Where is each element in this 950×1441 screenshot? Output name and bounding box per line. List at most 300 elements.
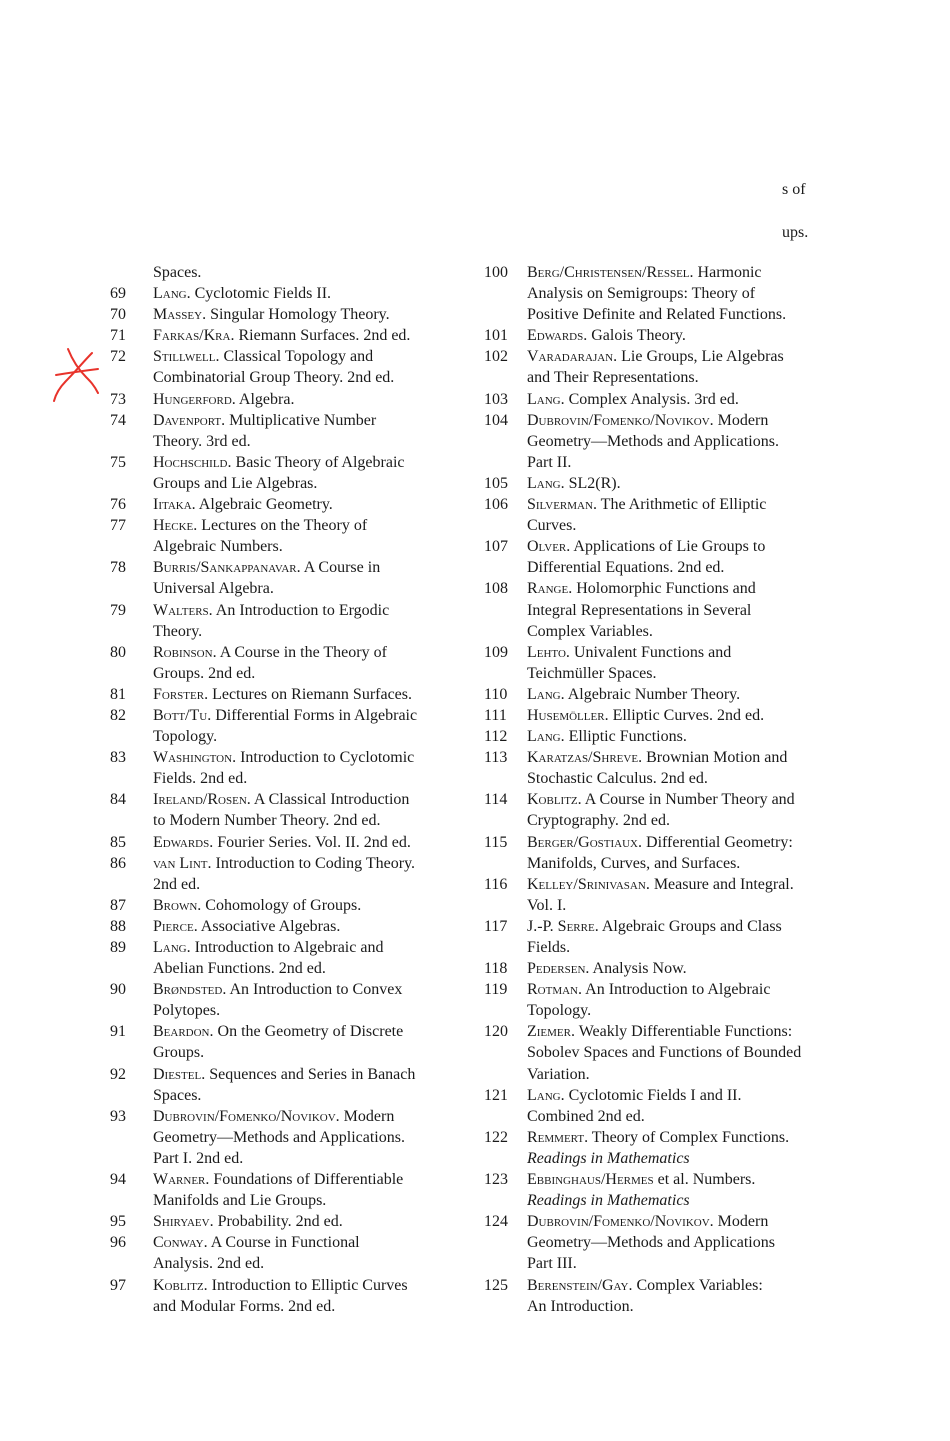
- entry-first-line: [527, 705, 829, 726]
- entry-continuation: Topology.: [527, 1002, 592, 1020]
- entry-number: 97: [110, 1276, 126, 1294]
- book-entry: [110, 1275, 455, 1317]
- entry-body: [527, 346, 829, 388]
- entry-number: 76: [110, 496, 126, 514]
- entry-title: . Harmonic: [689, 264, 762, 281]
- entry-number: 110: [484, 685, 508, 703]
- book-entry: [484, 979, 829, 1021]
- entry-title: . Univalent Functions and: [565, 643, 732, 661]
- book-entry: [484, 262, 829, 325]
- right-column: [484, 262, 829, 1317]
- entry-number: 114: [484, 791, 508, 809]
- entry-body: [153, 1064, 455, 1106]
- entry-number: 88: [110, 917, 126, 935]
- entry-continuation: Groups and Lie Algebras.: [153, 474, 318, 492]
- book-entry: [110, 1106, 455, 1169]
- entry-continuation: Manifolds, Curves, and Surfaces.: [527, 854, 741, 872]
- entry-author: Hungerford: [153, 390, 232, 408]
- entry-body: [527, 642, 829, 684]
- entry-number: 89: [110, 939, 126, 956]
- entry-continuation: and Their Representations.: [527, 369, 699, 387]
- entry-first-line: [527, 536, 829, 557]
- entry-title: . Introduction to Cyclotomic: [232, 749, 415, 767]
- entry-first-line: [153, 1106, 455, 1127]
- entry-number: 87: [110, 896, 126, 914]
- entry-body: [153, 304, 455, 325]
- entry-number: 116: [484, 875, 508, 893]
- entry-number: 109: [484, 643, 508, 661]
- entry-number: 112: [484, 728, 508, 746]
- entry-number: 95: [110, 1213, 126, 1231]
- entry-title: . On the Geometry of Discrete: [209, 1023, 404, 1041]
- entry-title: . Algebraic Number Theory.: [560, 685, 741, 703]
- entry-body: [527, 410, 829, 473]
- entry-continuation: Analysis on Semigroups: Theory of: [527, 285, 756, 303]
- entry-title: . Galois Theory.: [583, 327, 686, 345]
- entry-title: . Classical Topology and: [215, 348, 374, 366]
- entry-first-line: [527, 747, 829, 768]
- entry-continuation: Manifolds and Lie Groups.: [153, 1192, 327, 1210]
- entry-first-line: [153, 853, 455, 874]
- entry-title: . Weakly Differentiable Functions:: [571, 1023, 793, 1041]
- entry-title: . The Arithmetic of Elliptic: [592, 496, 767, 514]
- entry-number: 117: [484, 917, 508, 935]
- entry-body: [527, 705, 829, 726]
- entry-title: . Modern: [335, 1107, 395, 1125]
- book-entry: [110, 515, 455, 557]
- book-entry: [110, 916, 455, 937]
- book-entry: [484, 494, 829, 536]
- entry-author: Washington: [153, 749, 233, 767]
- book-entry: [484, 473, 829, 494]
- entry-title: . Lie Groups, Lie Algebras: [613, 348, 784, 366]
- entry-number: 73: [110, 390, 126, 408]
- entry-title: . SL2(R).: [560, 474, 621, 492]
- entry-number: 71: [110, 327, 126, 345]
- entry-continuation: Geometry—Methods and Applications.: [153, 1128, 405, 1146]
- entry-body: [153, 515, 455, 557]
- entry-first-line: [527, 473, 829, 494]
- book-entry: [484, 958, 829, 979]
- entry-first-line: [153, 789, 455, 810]
- entry-title: . Differential Forms in Algebraic: [207, 706, 418, 724]
- entry-title: . Modern: [709, 411, 769, 429]
- entry-number: 113: [484, 749, 508, 767]
- entry-author: Hochschild: [153, 453, 228, 471]
- entry-number: 107: [484, 538, 508, 556]
- entry-author: Lang: [527, 728, 561, 746]
- entry-first-line: [527, 1211, 829, 1232]
- left-column: [110, 262, 455, 1317]
- entry-title: . Complex Variables:: [628, 1276, 763, 1294]
- entry-author: Pedersen: [527, 960, 586, 978]
- entry-first-line: [527, 979, 829, 1000]
- entry-number: 122: [484, 1128, 508, 1146]
- entry-body: [527, 1169, 829, 1211]
- entry-body: [153, 642, 455, 684]
- entry-body: [527, 578, 829, 641]
- entry-first-line: [527, 346, 829, 367]
- entry-first-line: [527, 494, 829, 515]
- book-entry: [484, 1085, 829, 1127]
- book-entry: [110, 600, 455, 642]
- book-entry: [484, 789, 829, 831]
- entry-continuation: Groups. 2nd ed.: [153, 664, 256, 682]
- entry-title: . Applications of Lie Groups to: [566, 538, 766, 556]
- entry-author: Brown: [153, 896, 198, 914]
- entry-body: [527, 536, 829, 578]
- entry-body: [527, 1211, 829, 1274]
- entry-title: . Cohomology of Groups.: [197, 896, 362, 914]
- entry-author: Walters: [153, 601, 209, 619]
- entry-number: 119: [484, 981, 508, 999]
- entry-number: 72: [110, 348, 126, 366]
- entry-continuation: Integral Representations in Several: [527, 601, 752, 619]
- entry-continuation: Cryptography. 2nd ed.: [527, 812, 670, 830]
- entry-body: [153, 895, 455, 916]
- entry-first-line: [153, 304, 455, 325]
- book-entry: [484, 410, 829, 473]
- entry-continuation: Vol. I.: [527, 896, 567, 914]
- entry-first-line: [153, 916, 455, 937]
- entry-continuation: Positive Definite and Related Functions.: [527, 306, 787, 324]
- entry-body: [527, 262, 829, 325]
- entry-series: Readings in Mathematics: [527, 1192, 690, 1210]
- entry-number: 83: [110, 749, 126, 767]
- entry-number: 111: [484, 706, 507, 724]
- entry-title: . Algebraic Geometry.: [191, 496, 333, 514]
- book-entry: [110, 1169, 455, 1211]
- entry-title: . An Introduction to Algebraic: [578, 981, 771, 999]
- entry-title: . Lectures on the Theory of: [193, 517, 368, 535]
- entry-title: . Multiplicative Number: [221, 411, 377, 429]
- entry-continuation: 2nd ed.: [153, 875, 201, 893]
- entry-title: . Singular Homology Theory.: [202, 306, 390, 324]
- entry-continuation: Polytopes.: [153, 1002, 221, 1020]
- entry-author: Edwards: [153, 833, 210, 851]
- entry-author: Lang: [153, 285, 187, 303]
- entry-continuation: Theory.: [153, 622, 203, 640]
- entry-first-line: [527, 410, 829, 431]
- entry-author: Koblitz: [527, 791, 578, 809]
- entry-author: Berger/Gostiaux: [527, 833, 639, 851]
- entry-continuation: Theory. 3rd ed.: [153, 432, 251, 450]
- entry-author: Lang: [527, 1086, 561, 1104]
- entry-body: [527, 832, 829, 874]
- entry-continuation: An Introduction.: [527, 1297, 634, 1315]
- entry-first-line: [527, 578, 829, 599]
- entry-number: 105: [484, 474, 508, 492]
- book-entry: [110, 410, 455, 452]
- entry-author: Ebbinghaus/Hermes: [527, 1171, 654, 1189]
- entry-number: 101: [484, 327, 508, 345]
- entry-body: [153, 325, 455, 346]
- entry-author: Range: [527, 580, 569, 598]
- entry-continuation: Differential Equations. 2nd ed.: [527, 559, 725, 577]
- entry-body: [153, 1169, 455, 1211]
- entry-author: Ziemer: [527, 1023, 571, 1041]
- entry-first-line: [527, 789, 829, 810]
- entry-title: . Cyclotomic Fields II.: [186, 285, 332, 303]
- book-entry: [484, 325, 829, 346]
- book-entry: [484, 1021, 829, 1084]
- entry-number: 115: [484, 833, 508, 851]
- book-entry: [110, 389, 455, 410]
- entry-first-line: [153, 283, 455, 304]
- entry-author: Kelley/Srinivasan: [527, 875, 646, 893]
- entry-first-line: [153, 410, 455, 431]
- entry-author: Lang: [527, 390, 561, 408]
- entry-continuation: Complex Variables.: [527, 622, 653, 640]
- entry-body: [527, 789, 829, 831]
- entry-first-line: [527, 1085, 829, 1106]
- entry-continuation: Variation.: [527, 1065, 590, 1083]
- entry-title: . Complex Analysis. 3rd ed.: [560, 390, 739, 408]
- entry-author: Brøndsted: [153, 981, 223, 999]
- entry-author: Olver: [527, 538, 567, 556]
- entry-continuation: Part III.: [527, 1255, 577, 1273]
- entry-body: [153, 1106, 455, 1169]
- book-entry: [110, 1232, 455, 1274]
- book-entry: [110, 1211, 455, 1232]
- entry-body: [527, 747, 829, 789]
- entry-title: . Introduction to Coding Theory.: [207, 854, 416, 872]
- entry-title: . Introduction to Elliptic Curves: [203, 1276, 408, 1294]
- entry-number: 92: [110, 1065, 126, 1083]
- entry-title: . Lectures on Riemann Surfaces.: [204, 685, 413, 703]
- entry-continuation: Fields. 2nd ed.: [153, 770, 248, 788]
- entry-title: . Brownian Motion and: [638, 749, 788, 767]
- entry-title: . Cyclotomic Fields I and II.: [560, 1086, 742, 1104]
- book-entry: [110, 747, 455, 789]
- entry-body: [153, 557, 455, 599]
- entry-first-line: [153, 1021, 455, 1042]
- entry-continuation: Groups.: [153, 1044, 205, 1062]
- entry-title: . Algebra.: [231, 390, 295, 408]
- entry-author: Bott/Tu: [153, 706, 208, 724]
- entry-first-line: [153, 1169, 455, 1190]
- entry-continuation: Part I. 2nd ed.: [153, 1149, 244, 1167]
- entry-number: 69: [110, 285, 126, 303]
- entry-body: [153, 262, 455, 283]
- entry-first-line: [527, 325, 829, 346]
- entry-first-line: [527, 1021, 829, 1042]
- top-fragment-a: s of: [782, 181, 806, 198]
- book-entry: [110, 1064, 455, 1106]
- entry-body: [527, 1021, 829, 1084]
- entry-title: . Elliptic Curves. 2nd ed.: [604, 706, 765, 724]
- entry-author: J.-P. Serre: [527, 917, 595, 935]
- entry-first-line: [527, 1275, 829, 1296]
- entry-first-line: [527, 1127, 829, 1148]
- book-entry: [484, 705, 829, 726]
- entry-author: Lehto: [527, 643, 566, 661]
- book-entry: [110, 832, 455, 853]
- entry-title: et al. Numbers.: [653, 1171, 756, 1189]
- entry-title: . A Course in the Theory of: [212, 643, 387, 661]
- entry-first-line: [153, 705, 455, 726]
- entry-first-line: [527, 726, 829, 747]
- entry-body: [153, 832, 455, 853]
- book-entry: [484, 389, 829, 410]
- entry-title: . A Course in Number Theory and: [577, 791, 795, 809]
- book-entry: [484, 642, 829, 684]
- entry-body: [153, 452, 455, 494]
- entry-body: [527, 1127, 829, 1169]
- entry-author: Berg/Christensen/Ressel: [527, 264, 690, 281]
- entry-first-line: [153, 1275, 455, 1296]
- entry-number: 102: [484, 348, 508, 366]
- entry-title: . Introduction to Algebraic and: [186, 939, 384, 956]
- entry-first-line: [527, 832, 829, 853]
- entry-author: Robinson: [153, 643, 213, 661]
- entry-number: 94: [110, 1171, 126, 1189]
- entry-continuation: Geometry—Methods and Applications: [527, 1234, 775, 1252]
- entry-body: [153, 1275, 455, 1317]
- book-entry: [110, 979, 455, 1021]
- book-entry: [110, 789, 455, 831]
- entry-first-line: [527, 916, 829, 937]
- entry-author: Berenstein/Gay: [527, 1276, 629, 1294]
- entry-author: Lang: [527, 474, 561, 492]
- entry-series: Readings in Mathematics: [527, 1149, 690, 1167]
- entry-continuation: Analysis. 2nd ed.: [153, 1255, 265, 1273]
- entry-number: 124: [484, 1213, 508, 1231]
- entry-body: [153, 916, 455, 937]
- entry-author: Dubrovin/Fomenko/Novikov: [527, 411, 710, 429]
- entry-continuation: Fields.: [527, 939, 571, 956]
- entry-number: 77: [110, 517, 126, 535]
- book-entry: [110, 452, 455, 494]
- entry-author: Stillwell: [153, 348, 216, 366]
- entry-number: 125: [484, 1276, 508, 1294]
- entry-first-line: [527, 684, 829, 705]
- book-entry: [484, 747, 829, 789]
- book-entry: [484, 1127, 829, 1169]
- entry-title: . An Introduction to Ergodic: [208, 601, 390, 619]
- entry-title: . Algebraic Groups and Class: [594, 917, 782, 935]
- entry-first-line: [527, 642, 829, 663]
- book-entry: [484, 1275, 829, 1317]
- entry-number: 103: [484, 390, 508, 408]
- entry-number: 121: [484, 1086, 508, 1104]
- entry-continuation: Abelian Functions. 2nd ed.: [153, 960, 326, 978]
- entry-body: [153, 747, 455, 789]
- entry-author: Beardon: [153, 1023, 210, 1041]
- entry-body: [153, 494, 455, 515]
- entry-continuation: and Modular Forms. 2nd ed.: [153, 1297, 336, 1315]
- entry-body: [527, 684, 829, 705]
- book-entry: [484, 346, 829, 388]
- book-entry: [110, 642, 455, 684]
- entry-number: 86: [110, 854, 126, 872]
- entry-body: [527, 1085, 829, 1127]
- entry-author: Forster: [153, 685, 205, 703]
- entry-body: [153, 1211, 455, 1232]
- entry-first-line: [153, 937, 455, 958]
- book-entry: [484, 832, 829, 874]
- entry-author: Lang: [153, 939, 187, 956]
- entry-number: 100: [484, 264, 508, 281]
- entry-number: 75: [110, 453, 126, 471]
- book-entry: [484, 1169, 829, 1211]
- entry-number: 96: [110, 1234, 126, 1252]
- entry-body: [153, 853, 455, 895]
- entry-continuation: Universal Algebra.: [153, 580, 274, 598]
- entry-number: 74: [110, 411, 126, 429]
- entry-title: . Basic Theory of Algebraic: [227, 453, 405, 471]
- entry-body: [153, 346, 455, 388]
- book-entry: [110, 346, 455, 388]
- entry-body: [527, 325, 829, 346]
- entry-first-line: [153, 1232, 455, 1253]
- book-entry: [110, 494, 455, 515]
- entry-first-line: [153, 642, 455, 663]
- book-entry: [110, 283, 455, 304]
- entry-number: 81: [110, 685, 126, 703]
- entry-author: Koblitz: [153, 1276, 204, 1294]
- entry-number: 70: [110, 306, 126, 324]
- book-entry: [484, 1211, 829, 1274]
- entry-title: . Fourier Series. Vol. II. 2nd ed.: [209, 833, 411, 851]
- entry-author: Lang: [527, 685, 561, 703]
- entry-continuation: to Modern Number Theory. 2nd ed.: [153, 812, 381, 830]
- entry-title: . Riemann Surfaces. 2nd ed.: [230, 327, 411, 345]
- entry-first-line: [153, 262, 455, 283]
- entry-number: 78: [110, 559, 126, 577]
- entry-title: . An Introduction to Convex: [222, 981, 403, 999]
- entry-continuation: Part II.: [527, 453, 572, 471]
- entry-title: . Measure and Integral.: [645, 875, 794, 893]
- entry-continuation: Teichmüller Spaces.: [527, 664, 657, 682]
- entry-author: Warner: [153, 1171, 206, 1189]
- book-entry: [110, 557, 455, 599]
- entry-author: Diestel: [153, 1065, 202, 1083]
- book-entry: [110, 895, 455, 916]
- entry-body: [153, 684, 455, 705]
- entry-continuation: Curves.: [527, 517, 577, 535]
- entry-first-line: [153, 557, 455, 578]
- entry-body: [527, 389, 829, 410]
- entry-author: Ireland/Rosen: [153, 791, 247, 809]
- entry-first-line: [153, 1211, 455, 1232]
- entry-number: 84: [110, 791, 126, 809]
- entry-body: [153, 1021, 455, 1063]
- entry-author: Burris/Sankappanavar: [153, 559, 297, 577]
- entry-first-line: [153, 494, 455, 515]
- entry-body: [153, 705, 455, 747]
- entry-body: [527, 979, 829, 1021]
- entry-title: . Modern: [709, 1213, 769, 1231]
- book-entry: [484, 726, 829, 747]
- entry-title: . Theory of Complex Functions.: [584, 1128, 790, 1146]
- book-entry: [484, 536, 829, 578]
- entry-first-line: [153, 832, 455, 853]
- entry-body: [153, 389, 455, 410]
- entry-continuation: Topology.: [153, 728, 218, 746]
- entry-title: . Foundations of Differentiable: [205, 1171, 404, 1189]
- entry-number: 108: [484, 580, 508, 598]
- entry-author: Hecke: [153, 517, 194, 535]
- entry-number: 104: [484, 411, 508, 429]
- entry-number: 90: [110, 981, 126, 999]
- entry-number: 93: [110, 1107, 126, 1125]
- entry-number: 79: [110, 601, 126, 619]
- entry-first-line: [153, 452, 455, 473]
- book-entry: [110, 304, 455, 325]
- entry-first-line: [153, 747, 455, 768]
- book-entry: [484, 916, 829, 958]
